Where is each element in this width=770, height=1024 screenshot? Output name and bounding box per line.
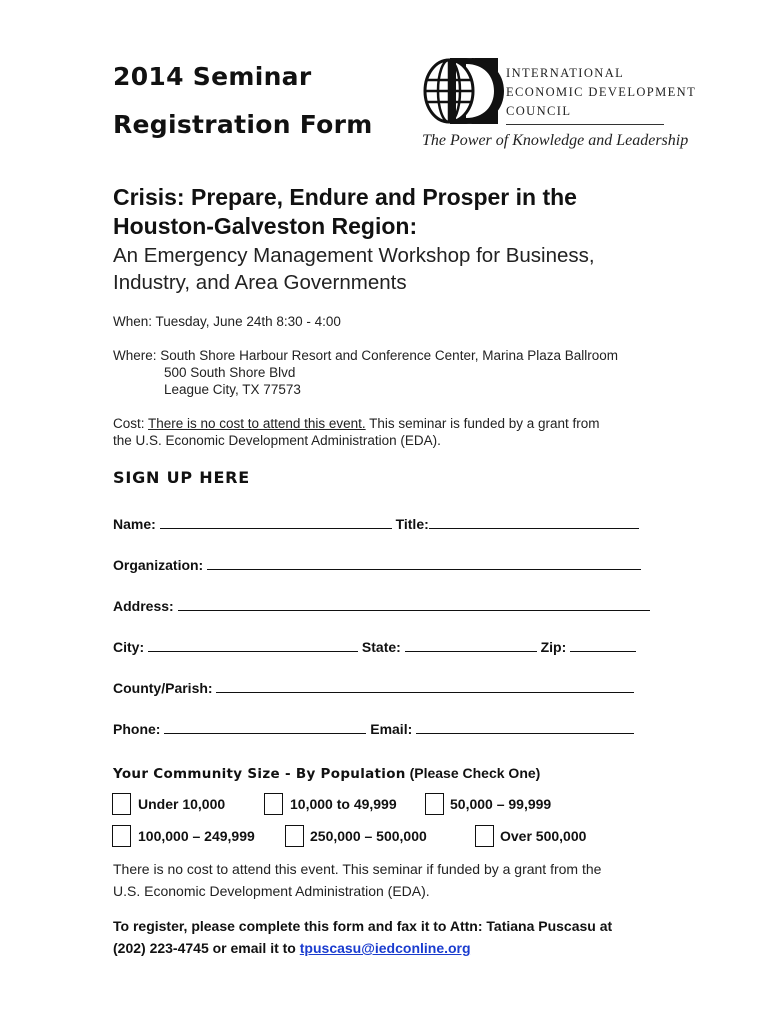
- iedc-globe-logo-icon: [422, 54, 504, 129]
- event-where-line1: Where: South Shore Harbour Resort and Conference Center, Marina Plaza Ballroom: [113, 348, 619, 363]
- iedc-logo: [418, 52, 697, 152]
- organization-label: Organization:: [113, 557, 204, 573]
- name-label: Name:: [113, 516, 156, 532]
- event-subheading-line1: An Emergency Management Workshop for Business,: [113, 244, 595, 267]
- county-row: [113, 680, 634, 696]
- zip-field[interactable]: [570, 639, 636, 652]
- address-label: Address:: [113, 598, 174, 614]
- option-over-500000: Over 500,000: [500, 828, 587, 844]
- event-heading-line1: Crisis: Prepare, Endure and Prosper in the: [113, 184, 577, 210]
- name-field[interactable]: [160, 516, 392, 529]
- logo-org-line3: COUNCIL: [506, 104, 572, 118]
- register-email-link[interactable]: tpuscasu@iedconline.org: [299, 940, 471, 956]
- funding-note-line2: U.S. Economic Development Administration (EDA).: [113, 883, 430, 899]
- logo-divider: [506, 124, 664, 125]
- zip-label: Zip:: [540, 639, 567, 655]
- option-under-10000: Under 10,000: [138, 796, 226, 812]
- name-row: [113, 516, 639, 532]
- address-field[interactable]: [178, 598, 650, 611]
- checkbox-under-10000[interactable]: [112, 793, 131, 815]
- checkbox-250000-500000[interactable]: [285, 825, 304, 847]
- option-50000-99999: 50,000 – 99,999: [450, 796, 552, 812]
- option-250000-500000: 250,000 – 500,000: [310, 828, 427, 844]
- checkbox-100000-249999[interactable]: [112, 825, 131, 847]
- city-row: [113, 639, 636, 655]
- community-size-title: Your Community Size - By Population: [113, 766, 406, 782]
- email-field[interactable]: [416, 721, 634, 734]
- form-title-line1: 2014 Seminar: [113, 62, 312, 91]
- title-field[interactable]: [429, 516, 639, 529]
- logo-tagline: The Power of Knowledge and Leadership: [422, 132, 689, 149]
- event-cost-line1: [113, 415, 600, 432]
- phone-row: [113, 721, 634, 737]
- funding-note-line1: There is no cost to attend this event. This seminar if funded by a grant from the: [113, 861, 602, 877]
- state-field[interactable]: [405, 639, 537, 652]
- signup-heading: SIGN UP HERE: [113, 468, 251, 487]
- address-row: [113, 598, 650, 614]
- phone-field[interactable]: [164, 721, 366, 734]
- cost-label: Cost:: [113, 416, 149, 431]
- register-instructions-line1: To register, please complete this form and fax it to Attn: Tatiana Puscasu at: [113, 918, 613, 934]
- county-field[interactable]: [216, 680, 634, 693]
- cost-underlined: There is no cost to attend this event.: [148, 416, 366, 431]
- event-when: When: Tuesday, June 24th 8:30 - 4:00: [113, 314, 341, 329]
- county-label: County/Parish:: [113, 680, 213, 696]
- city-label: City:: [113, 639, 145, 655]
- event-heading-line2: Houston-Galveston Region:: [113, 213, 418, 239]
- event-where-line3: League City, TX 77573: [164, 382, 301, 397]
- event-subheading-line2: Industry, and Area Governments: [113, 271, 407, 294]
- cost-rest: This seminar is funded by a grant from: [365, 416, 600, 431]
- organization-row: [113, 557, 641, 573]
- option-100000-249999: 100,000 – 249,999: [138, 828, 255, 844]
- logo-org-line1: INTERNATIONAL: [506, 66, 625, 80]
- register-fax-text: (202) 223-4745 or email it to: [113, 940, 300, 956]
- community-size-heading: [113, 765, 540, 782]
- state-label: State:: [361, 639, 401, 655]
- title-label: Title:: [395, 516, 429, 532]
- event-where-line2: 500 South Shore Blvd: [164, 365, 296, 380]
- community-size-instruction: (Please Check One): [405, 765, 541, 781]
- event-cost-line2: the U.S. Economic Development Administration (EDA).: [113, 433, 441, 448]
- checkbox-50000-99999[interactable]: [425, 793, 444, 815]
- organization-field[interactable]: [207, 557, 641, 570]
- logo-org-name: [506, 64, 696, 121]
- logo-org-line2: ECONOMIC DEVELOPMENT: [506, 85, 697, 99]
- checkbox-10000-49999[interactable]: [264, 793, 283, 815]
- option-10000-49999: 10,000 to 49,999: [290, 796, 397, 812]
- phone-label: Phone:: [113, 721, 161, 737]
- email-label: Email:: [370, 721, 413, 737]
- register-instructions-line2: [113, 937, 471, 959]
- form-title-line2: Registration Form: [113, 110, 373, 139]
- city-field[interactable]: [148, 639, 358, 652]
- checkbox-over-500000[interactable]: [475, 825, 494, 847]
